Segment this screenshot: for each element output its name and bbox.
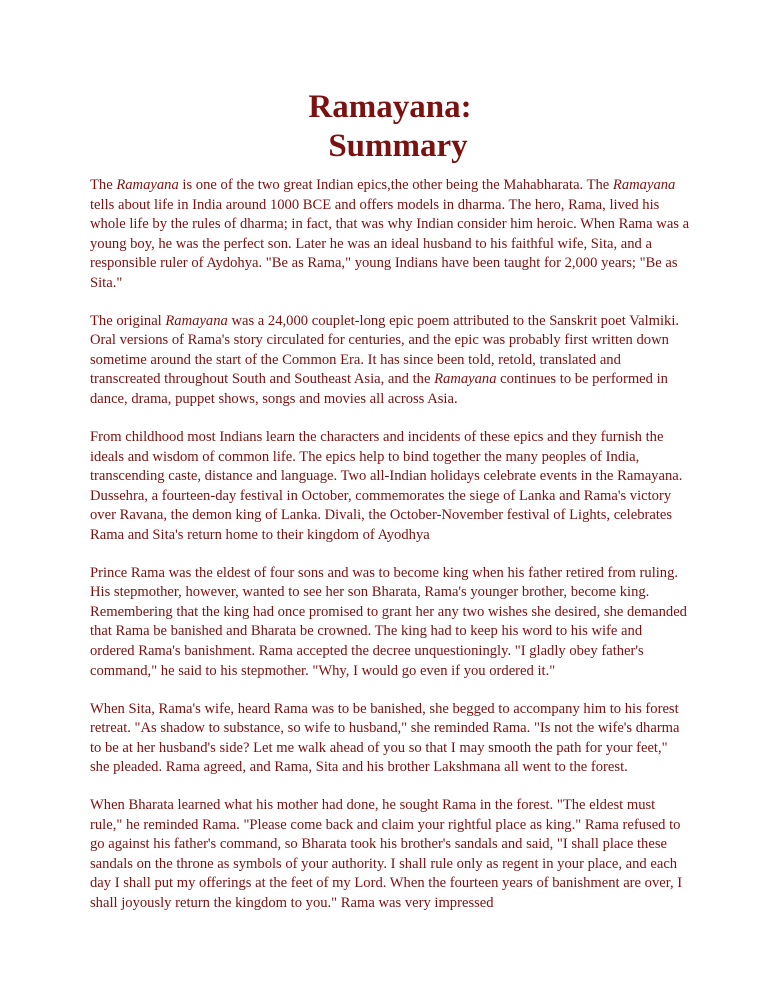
title-line-2: Summary <box>328 128 468 164</box>
paragraph-6 <box>90 796 690 913</box>
paragraph-text: When Bharata learned what his mother had done, he sought Rama in the forest. "The eldest must rule," he reminded Rama. "Please come back and claim your rightful place as king." Rama refused to go against his father's command, so Bharata took his brother's sandals and said, "I shall place these sandals on the throne as symbols of your authority. I shall rule only as regent in your place, and each day I shall put my offerings at the feet of my Lord. When the fourteen years of banishment are over, I shall joyously return the kingdom to you." Rama was very impressed <box>90 797 683 911</box>
paragraph-text: The <box>90 177 117 193</box>
paragraph-text: continues to be performed in dance, drama, puppet shows, songs and movies all across Asia. <box>90 371 668 407</box>
paragraph-5 <box>90 700 690 778</box>
paragraph-text: The original <box>90 312 166 329</box>
paragraph-4 <box>90 564 690 681</box>
page-title <box>0 88 768 166</box>
paragraph-1 <box>90 176 690 293</box>
title-line-1: Ramayana: <box>308 89 472 125</box>
paragraph-text: was a 24,000 couplet-long epic poem attributed to the Sanskrit poet Valmiki. Oral versions of Rama's story circulated for centuries, and the epic was probably first written down sometime around the start of the Common Era. It has since been told, retold, translated and transcreated throughout South and Southeast Asia, and the <box>90 312 680 388</box>
paragraph-text: is one of the two great Indian epics,the other being the Mahabharata. The <box>178 177 613 193</box>
paragraph-2 <box>90 312 690 410</box>
document-body <box>90 176 690 932</box>
paragraph-text: When Sita, Rama's wife, heard Rama was to be banished, she begged to accompany him to his forest retreat. "As shadow to substance, so wife to husband," she reminded Rama. "Is not the wife's dharma to be at her husband's side? Let me walk ahead of you so that I may smooth the path for your feet," she pleaded. Rama agreed, and Rama, Sita and his brother Lakshmana all went to the forest. <box>90 700 680 776</box>
paragraph-text: Prince Rama was the eldest of four sons and was to become king when his father retired from ruling. His stepmother, however, wanted to see her son Bharata, Rama's younger brother, become king. Remembering that the king had once promised to grant her any two wishes she desired, she demanded that Rama be banished and Bharata be crowned. The king had to keep his word to his wife and ordered Rama's banishment. Rama accepted the decree unquestioningly. "I gladly obey father's command," he said to his stepmother. "Why, I would go even if you ordered it." <box>90 564 687 679</box>
italic-title-text: Ramayana <box>116 177 179 193</box>
italic-title-text: Ramayana <box>434 371 497 388</box>
paragraph-text: From childhood most Indians learn the characters and incidents of these epics and they furnish the ideals and wisdom of common life. The epics help to bind together the many peoples of India, transcending caste, distance and language. Two all-Indian holidays celebrate events in the Ramayana. Dussehra, a fourteen-day festival in October, commemorates the siege of Lanka and Rama's victory over Ravana, the demon king of Lanka. Divali, the October-November festival of Lights, celebrates Rama and Sita's return home to their kingdom of Ayodhya <box>90 429 683 543</box>
italic-title-text: Ramayana <box>165 312 228 329</box>
paragraph-text: tells about life in India around 1000 BCE and offers models in dharma. The hero, Rama, lived his whole life by the rules of dharma; in fact, that was why Indian consider him heroic. When Rama was a young boy, he was the perfect son. Later he was an ideal husband to his faithful wife, Sita, and a responsible ruler of Aydohya. "Be as Rama," young Indians have been taught for 2,000 years; "Be as Sita." <box>90 196 690 291</box>
italic-title-text: Ramayana <box>612 177 676 193</box>
paragraph-3 <box>90 428 690 545</box>
